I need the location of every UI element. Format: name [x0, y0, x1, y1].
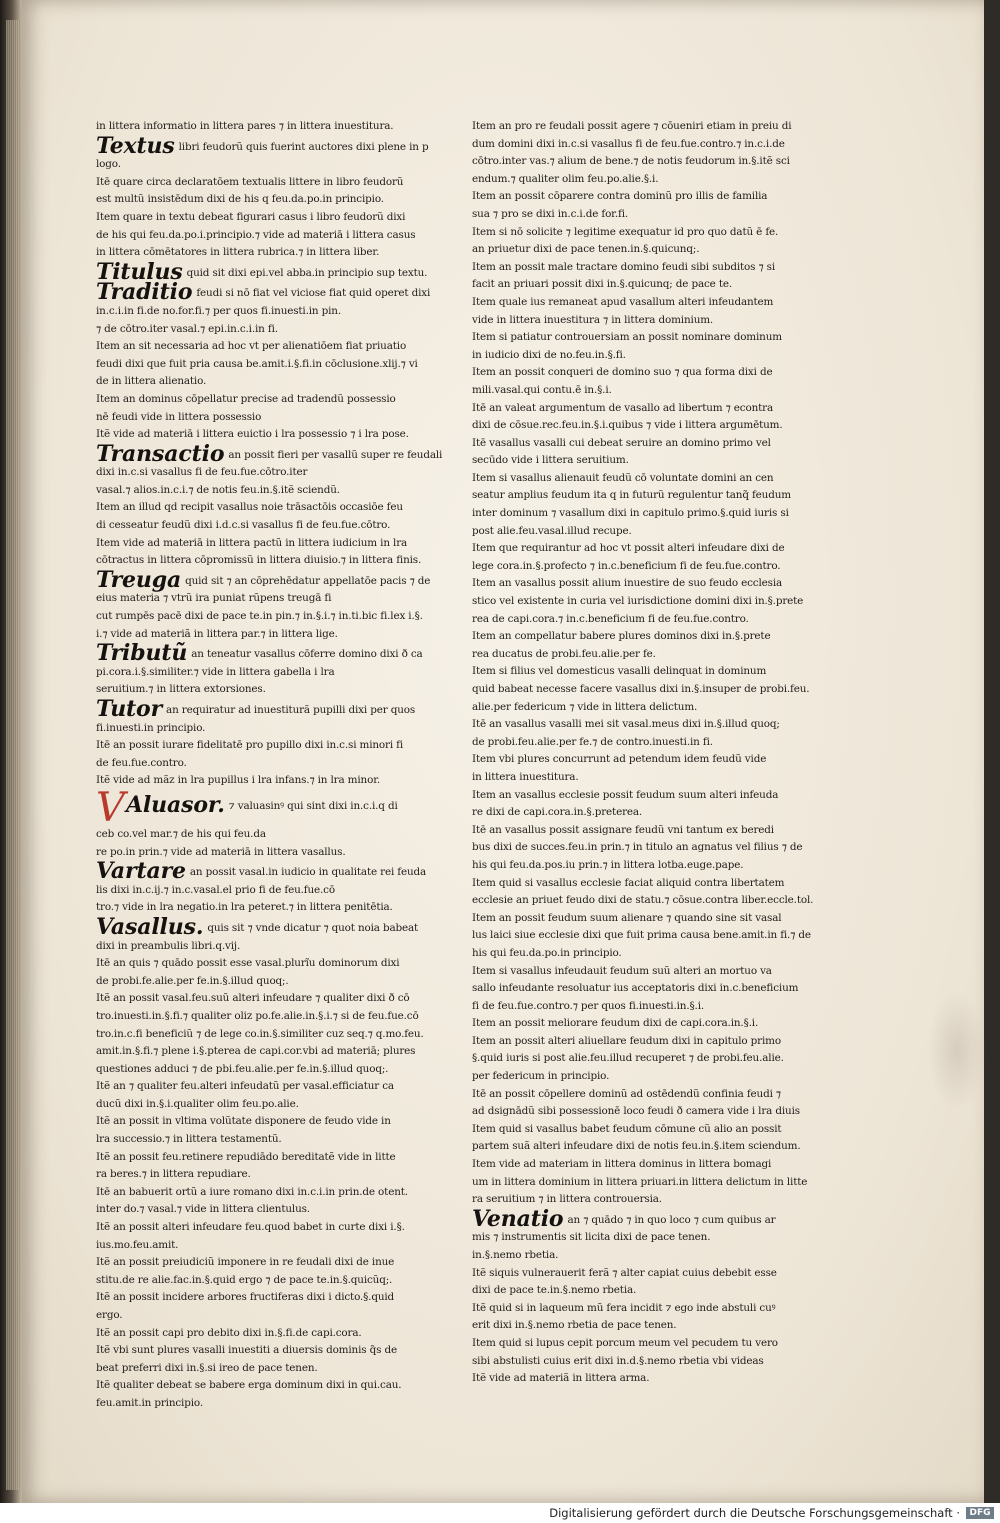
- line-text: re dixi de capi.cora.in.§.preterea.: [472, 806, 643, 819]
- line-text: in.§.nemo rbetia.: [472, 1249, 559, 1261]
- headword: Vasallus.: [96, 913, 204, 940]
- text-line: [96, 590, 406, 608]
- text-line: [96, 464, 406, 482]
- line-text: seruitium.⁊ in littera extorsiones.: [96, 683, 266, 696]
- text-line: [472, 1050, 794, 1068]
- text-line: [472, 1317, 794, 1335]
- line-text: de probi.fe.alie.per fe.in.§.illud quoq;.: [96, 974, 289, 987]
- text-line: [472, 699, 794, 717]
- text-line: [96, 1131, 406, 1149]
- text-line: [472, 716, 794, 734]
- text-line: [96, 156, 406, 174]
- line-text: ad dsignādũ sibi possessionē loco feudi ð camera vide i lra diuis: [472, 1105, 800, 1118]
- line-text: i.⁊ vide ad materiã in littera par.⁊ in littera lige.: [96, 627, 338, 640]
- text-line: [96, 535, 406, 553]
- text-line: [472, 1033, 794, 1051]
- text-line: [96, 373, 406, 391]
- text-line: [472, 1015, 794, 1033]
- headword: Tutor: [96, 696, 163, 722]
- headword: Textus: [96, 132, 175, 159]
- line-text: lus laici siue ecclesie dixi que fuit prima causa bene.amit.in fi.⁊ de: [472, 929, 811, 942]
- text-line: [472, 558, 794, 576]
- line-text: tro.inuesti.in.§.fi.⁊ qualiter oliz po.fe.alie.in.§.i.⁊ si de feu.fue.cō: [96, 1009, 419, 1022]
- line-text: Itẽ vbi sunt plures vasalli inuestiti a diuersis dominis q̃s de: [96, 1344, 397, 1357]
- text-line: [472, 1068, 794, 1086]
- text-line: [472, 1265, 794, 1283]
- text-line: [96, 882, 406, 900]
- line-text: logo.: [96, 158, 121, 171]
- line-text: mis ⁊ instrumentis sit licita dixi de pace tenen.: [472, 1231, 711, 1244]
- line-text: Itẽ vide ad materiã in littera arma.: [472, 1372, 650, 1385]
- text-line: [472, 312, 794, 330]
- line-text: secūdo vide i littera seruitium.: [472, 454, 629, 467]
- text-line: [472, 734, 794, 752]
- line-text: quid babeat necesse facere vasallus dixi in.§.insuper de probi.feu.: [472, 683, 810, 695]
- line-text: an priuetur dixi de pace tenen.in.§.quicunq;.: [472, 243, 700, 256]
- digitization-footer: [0, 1503, 1000, 1523]
- line-text: ducũ dixi in.§.i.qualiter olim feu.po.alie.: [96, 1097, 299, 1110]
- text-line: [96, 955, 406, 973]
- text-line: [472, 646, 794, 664]
- text-line: [96, 1149, 406, 1167]
- text-line: [96, 338, 406, 356]
- line-text: an ⁊ quādo ⁊ in quo loco ⁊ cum quibus ar: [567, 1213, 776, 1226]
- line-text: cōtro.inter vas.⁊ alium de bene.⁊ de notis feudorum in.§.itẽ sci: [472, 155, 790, 168]
- text-line: [472, 1353, 794, 1371]
- line-text: Itẽ vide ad mãz in lra pupillus i lra infans.⁊ in lra minor.: [96, 774, 381, 787]
- line-text: feudi dixi que fuit pria causa be.amit.i.§.fi.in cōclusione.xlij.⁊ vi: [96, 357, 418, 370]
- text-line: [472, 611, 794, 629]
- text-line: [472, 681, 810, 699]
- text-line: [472, 1247, 794, 1265]
- text-line: [472, 224, 794, 242]
- line-text: ra seruitium ⁊ in littera controuersia.: [472, 1193, 662, 1206]
- entry-heading-line: [96, 566, 431, 593]
- text-line: [96, 1325, 406, 1343]
- text-line: [96, 321, 406, 339]
- line-text: Item quid si vasallus babet feudum cōmune cũ alio an possit: [472, 1122, 782, 1135]
- line-text: stitu.de re alie.fac.in.§.quid ergo ⁊ de pace te.in.§.quicũq;.: [96, 1273, 393, 1286]
- headword: Titulus: [96, 258, 183, 285]
- headword: Aluasor.: [126, 791, 225, 818]
- line-text: Itē an possit cōpellere dominũ ad ostēdendũ confinia feudi ⁊: [472, 1087, 781, 1100]
- line-text: de feu.fue.contro.: [96, 756, 187, 769]
- line-text: cut rumpēs pacē dixi de pace te.in pin.⁊ in.§.i.⁊ in.ti.bic fi.lex i.§.: [96, 610, 423, 623]
- line-text: Item si vasallus infeudauit feudum suũ alteri an mortuo va: [472, 964, 772, 977]
- line-text: Item an illud qd recipit vasallus noie trāsactōis occasiōe feu: [96, 501, 403, 514]
- line-text: alie.per federicum ⁊ vide in littera delictum.: [472, 700, 698, 713]
- text-line: [96, 1307, 406, 1325]
- line-text: Item vbi plures concurrunt ad petendum idem feudũ vide: [472, 753, 767, 766]
- text-line: [472, 364, 794, 382]
- line-text: inter dominum ⁊ vasallum dixi in capitulo primo.§.quid iuris si: [472, 507, 789, 520]
- line-text: Itẽ an possit in vltima volũtate disponere de feudo vide in: [96, 1115, 391, 1128]
- headword: Traditio: [96, 279, 193, 306]
- line-text: lege cora.in.§.profecto ⁊ in.c.beneficium fi de feu.fue.contro.: [472, 559, 781, 572]
- text-line: [472, 663, 794, 681]
- text-line: [96, 482, 406, 500]
- text-line: [96, 174, 406, 192]
- line-text: um in littera dominium in littera priuari.in littera delictum in litte: [472, 1175, 808, 1188]
- line-text: mili.vasal.qui contu.ē in.§.i.: [472, 383, 612, 396]
- text-line: [472, 206, 794, 224]
- line-text: dum domini dixi in.c.si vasallus fi de feu.fue.contro.⁊ in.c.i.de: [472, 137, 785, 150]
- line-text: rea de capi.cora.⁊ in.c.beneficium fi de feu.fue.contro.: [472, 612, 749, 625]
- text-line: [96, 1395, 406, 1413]
- text-line: [472, 435, 794, 453]
- text-line: [96, 517, 406, 535]
- text-line: [472, 276, 794, 294]
- line-text: Item an compellatur babere plures dominos dixi in.§.prete: [472, 630, 771, 643]
- line-text: Itē an quis ⁊ quādo possit esse vasal.plurĩu dominorum dixi: [96, 957, 400, 970]
- text-line: [472, 470, 794, 488]
- text-line: [96, 191, 406, 209]
- line-text: seatur amplius feudum ita q in futurũ regulentur tanq̃ feudum: [472, 489, 791, 502]
- text-line: [472, 1229, 794, 1247]
- line-text: lis dixi in.c.ij.⁊ in.c.vasal.el prio fi de feu.fue.cō: [96, 883, 335, 896]
- line-text: nē feudi vide in littera possessio: [96, 410, 262, 423]
- line-text: Item si filius vel domesticus vasalli delinquat in dominum: [472, 665, 767, 678]
- text-line: [96, 938, 406, 956]
- text-line: [96, 1254, 406, 1272]
- text-line: [472, 188, 794, 206]
- line-text: an possit fieri per vasallũ super re feudali: [228, 448, 443, 461]
- headword: Tributũ: [96, 640, 188, 667]
- text-line: [472, 136, 794, 154]
- text-line: [96, 1061, 406, 1079]
- text-line: [472, 875, 794, 893]
- line-text: erit dixi in.§.nemo rbetia de pace tenen.: [472, 1319, 677, 1332]
- line-text: ergo.: [96, 1309, 123, 1321]
- text-line: [472, 593, 804, 611]
- text-line: [472, 1300, 794, 1318]
- line-text: Itẽ an possit preiudiciũ imponere in re feudali dixi de inue: [96, 1256, 395, 1269]
- line-text: Item an pro re feudali possit agere ⁊ cōueniri etiam in preiu di: [472, 120, 792, 132]
- text-line: [96, 1272, 406, 1290]
- text-line: [96, 209, 406, 227]
- text-line: [472, 751, 794, 769]
- text-line: [96, 1289, 406, 1307]
- line-text: Item an dominus cōpellatur precise ad tradendũ possessio: [96, 392, 396, 405]
- line-text: in littera cōmētatores in littera rubrica.⁊ in littera liber.: [96, 246, 380, 259]
- line-text: de his qui feu.da.po.i.principio.⁊ vide ad materiā i littera casus: [96, 228, 416, 241]
- line-text: Itē an vasallus possit assignare feudũ vni tantum ex beredi: [472, 823, 774, 836]
- text-line: [472, 963, 794, 981]
- text-line: [472, 910, 794, 928]
- entry-heading-line: [96, 440, 443, 467]
- line-text: Item an possit male tractare domino feudi sibi subditos ⁊ si: [472, 260, 775, 273]
- text-line: [472, 857, 794, 875]
- text-line: [472, 259, 794, 277]
- line-text: sallo infeudante resoluatur ius acceptatoris dixi in.c.beneficium: [472, 982, 799, 995]
- line-text: dixi de cōsue.rec.feu.in.§.i.quibus ⁊ vide i littera argumētum.: [472, 419, 783, 432]
- line-text: Item quid si vasallus ecclesie faciat aliquid contra libertatem: [472, 876, 785, 889]
- headword: Vartare: [96, 858, 186, 885]
- line-text: Item an possit alteri aliuellare feudum dixi in capitulo primo: [472, 1034, 781, 1047]
- line-text: feudi si nō fiat vel viciose fiat quid operet dixi: [196, 287, 431, 300]
- text-line: [96, 1026, 424, 1044]
- line-text: Item an possit meliorare feudum dixi de capi.cora.in.§.i.: [472, 1017, 759, 1030]
- entry-heading-line: [96, 913, 419, 940]
- text-line: [472, 118, 794, 136]
- line-text: dixi in preambulis libri.q.vij.: [96, 939, 241, 952]
- line-text: amit.in.§.fi.⁊ plene i.§.pterea de capi.cor.vbi ad materiā; plures: [96, 1045, 416, 1058]
- right-text-column: [472, 118, 814, 1388]
- line-text: Itẽ an possit incidere arbores fructiferas dixi i dicto.§.quid: [96, 1291, 395, 1304]
- line-text: fi.inuesti.in principio.: [96, 721, 206, 734]
- line-text: ecclesie an priuet feudo dixi de statu.⁊ cōsue.contra liber.eccle.tol.: [472, 894, 814, 907]
- headword: Treuga: [96, 566, 182, 593]
- line-text: Itẽ an possit feu.retinere repudiādo bereditatẽ vide in litte: [96, 1150, 396, 1163]
- line-text: tro.⁊ vide in lra negatio.in lra peteret.⁊ in littera penitētia.: [96, 901, 393, 914]
- text-line: [96, 1166, 406, 1184]
- line-text: Itẽ vide ad materiā i littera euictio i lra possessio ⁊ i lra pose.: [96, 428, 409, 441]
- text-line: [472, 487, 794, 505]
- entry-heading-line: [472, 1205, 794, 1232]
- line-text: an possit vasal.in iudicio in qualitate rei feuda: [189, 866, 427, 879]
- line-text: Itē an valeat argumentum de vasallo ad libertum ⁊ econtra: [472, 401, 774, 414]
- line-text: Itē an possit iurare fidelitatē pro pupillo dixi in.c.si minori fi: [96, 739, 404, 752]
- text-line: [472, 1138, 801, 1156]
- entry-heading-line: [96, 279, 431, 306]
- funding-credit: Digitalisierung gefördert durch die Deutsche Forschungsgemeinschaft ·: [549, 1506, 960, 1520]
- line-text: Itē vasallus vasalli cui debeat seruire an domino primo vel: [472, 436, 771, 449]
- text-line: [472, 171, 794, 189]
- line-text: facit an priuari possit dixi in.§.quicunq; de pace te.: [472, 278, 732, 291]
- line-text: an teneatur vasallus cōferre domino dixi ð ca: [191, 648, 423, 661]
- line-text: endum.⁊ qualiter olim feu.po.alie.§.i.: [472, 172, 659, 185]
- line-text: §.quid iuris si post alie.feu.illud recuperet ⁊ de probi.feu.alie.: [472, 1052, 784, 1065]
- text-line: [96, 356, 418, 374]
- line-text: Itẽ an possit vasal.feu.suũ alteri infeudare ⁊ qualiter dixi ð cō: [96, 992, 410, 1005]
- text-line: [472, 945, 794, 963]
- line-text: ⁊ de cōtro.iter vasal.⁊ epi.in.c.i.in fi.: [96, 322, 278, 335]
- line-text: Item si nō solicite ⁊ legitime exequatur id pro quo datũ ē fe.: [472, 225, 779, 238]
- line-text: inter do.⁊ vasal.⁊ vide in littera clientulus.: [96, 1203, 310, 1216]
- line-text: Itē an babuerit ortũ a iure romano dixi in.c.i.in prin.de otent.: [96, 1185, 408, 1198]
- line-text: Item si patiatur controuersiam an possit nominare dominum: [472, 331, 782, 344]
- text-line: [96, 1237, 406, 1255]
- entry-heading-line: [96, 784, 406, 831]
- line-text: Itẽ siquis vulnerauerit ferã ⁊ alter capiat cuius debebit esse: [472, 1266, 777, 1279]
- text-line: [96, 409, 406, 427]
- line-text: feu.amit.in principio.: [96, 1396, 203, 1409]
- text-line: [472, 1174, 808, 1192]
- line-text: de probi.feu.alie.per fe.⁊ de contro.inuesti.in fi.: [472, 735, 713, 748]
- text-line: [96, 303, 406, 321]
- text-line: [96, 1360, 406, 1378]
- text-line: [472, 769, 794, 787]
- line-text: ceb co.vel mar.⁊ de his qui feu.da: [96, 827, 266, 840]
- text-line: [472, 839, 803, 857]
- line-text: beat preferri dixi in.§.si ireo de pace tenen.: [96, 1361, 318, 1374]
- line-text: Item an possit feudum suum alienare ⁊ quando sine sit vasal: [472, 911, 782, 924]
- line-text: fi de feu.fue.contro.⁊ per quos fi.inuesti.in.§.i.: [472, 999, 705, 1012]
- line-text: Item quare in textu debeat figurari casus i libro feudorũ dixi: [96, 210, 406, 223]
- line-text: Item an sit necessaria ad hoc vt per alienatiōem fiat priuatio: [96, 340, 407, 353]
- line-text: bus dixi de succes.feu.in prin.⁊ in titulo an agnatus vel filius ⁊ de: [472, 841, 803, 854]
- line-text: in littera inuestitura.: [472, 770, 579, 783]
- line-text: lra successio.⁊ in littera testamentũ.: [96, 1133, 282, 1146]
- text-line: [472, 329, 794, 347]
- text-line: [472, 628, 794, 646]
- text-line: [472, 980, 799, 998]
- line-text: rea ducatus de probi.feu.alie.per fe.: [472, 647, 656, 660]
- line-text: quis sit ⁊ vnde dicatur ⁊ quot noia babeat: [207, 921, 419, 934]
- text-line: [472, 1335, 794, 1353]
- text-line: [472, 523, 794, 541]
- text-line: [96, 1043, 416, 1061]
- line-text: an requiratur ad inuestiturã pupilli dixi per quos: [166, 704, 416, 716]
- line-text: questiones adduci ⁊ de pbi.feu.alie.per fe.in.§.illud quoq;.: [96, 1062, 389, 1075]
- text-line: [96, 227, 416, 245]
- line-text: cōtractus in littera cōpromissũ in littera diuisio.⁊ in littera finis.: [96, 554, 422, 567]
- text-line: [472, 1282, 794, 1300]
- line-text: sibi abstulisti cuius erit dixi in.d.§.nemo rbetia vbi videas: [472, 1354, 764, 1367]
- headword: Venatio: [472, 1205, 564, 1232]
- text-line: [472, 1086, 794, 1104]
- text-line: [472, 1370, 794, 1388]
- line-text: Item an vasallus ecclesie possit feudum suum alteri infeuda: [472, 788, 779, 801]
- line-text: dixi in.c.si vasallus fi de feu.fue.cōtro.iter: [96, 466, 308, 479]
- line-text: vasal.⁊ alios.in.c.i.⁊ de notis feu.in.§.itẽ sciendũ.: [96, 483, 340, 496]
- rubricated-initial: V: [96, 784, 125, 831]
- text-line: [472, 153, 794, 171]
- headword: Transactio: [96, 440, 225, 467]
- text-line: [472, 347, 794, 365]
- entry-heading-line: [96, 696, 416, 722]
- line-text: Item vide ad materiā in littera pactũ in littera iudicium in lra: [96, 536, 408, 549]
- line-text: ra beres.⁊ in littera repudiare.: [96, 1168, 251, 1181]
- line-text: Itẽ qualiter debeat se babere erga dominum dixi in qui.cau.: [96, 1379, 402, 1392]
- line-text: partem suã alteri infeudare dixi de notis feu.in.§.item sciendum.: [472, 1140, 801, 1153]
- line-text: Item vide ad materiam in littera dominus in littera bomagi: [472, 1158, 772, 1171]
- line-text: est multũ insistēdum dixi de his q feu.da.po.in principio.: [96, 193, 384, 206]
- line-text: sua ⁊ pro se dixi in.c.i.de for.fi.: [472, 207, 629, 220]
- line-text: his qui feu.da.po.in principio.: [472, 946, 622, 959]
- line-text: quid sit ⁊ an cōprehēdatur appellatōe pacis ⁊ de: [185, 574, 431, 587]
- text-line: [472, 822, 794, 840]
- entry-heading-line: [96, 858, 427, 885]
- line-text: tro.in.c.fi beneficiũ ⁊ de lege co.in.§.similiter cuz seq.⁊ q.mo.feu.: [96, 1027, 424, 1040]
- line-text: his qui feu.da.pos.iu prin.⁊ in littera lotba.euge.pape.: [472, 858, 744, 871]
- dfg-logo-icon: DFG: [966, 1507, 994, 1519]
- text-line: [96, 608, 423, 626]
- text-line: [96, 1201, 406, 1219]
- line-text: de in littera alienatio.: [96, 375, 207, 388]
- line-text: Itẽ quid si in laqueum mũ fera incidit ⁊ ego inde abstuli cuꝰ: [472, 1301, 776, 1314]
- line-text: di cesseatur feudũ dixi i.d.c.si vasallus fi de feu.fue.cōtro.: [96, 519, 391, 532]
- line-text: Itẽ an possit alteri infeudare feu.quod babet in curte dixi i.§.: [96, 1221, 405, 1234]
- line-text: Item si vasallus alienauit feudũ cō voluntate domini an cen: [472, 471, 774, 484]
- line-text: ius.mo.feu.amit.: [96, 1238, 179, 1251]
- line-text: ⁊ valuasinꝰ qui sint dixi in.c.i.q di: [228, 799, 398, 812]
- text-line: [472, 241, 794, 259]
- line-text: Item que requirantur ad hoc vt possit alteri infeudare dixi de: [472, 542, 785, 555]
- text-line: [96, 1096, 406, 1114]
- text-line: [472, 382, 794, 400]
- entry-heading-line: [96, 132, 429, 159]
- line-text: Itẽ an ⁊ qualiter feu.alteri infeudatũ per vasal.efficiatur ca: [96, 1080, 394, 1093]
- text-line: [96, 1008, 419, 1026]
- text-line: [96, 720, 406, 738]
- line-text: Item an possit conqueri de domino suo ⁊ qua forma dixi de: [472, 366, 773, 379]
- text-line: [472, 804, 794, 822]
- line-text: vide in littera inuestitura ⁊ in littera dominium.: [472, 313, 714, 326]
- text-line: [472, 294, 794, 312]
- text-line: [472, 575, 794, 593]
- line-text: in.c.i.in fi.de no.for.fi.⁊ per quos fi.inuesti.in pin.: [96, 304, 342, 317]
- text-line: [96, 499, 406, 517]
- line-text: eius materia ⁊ vtrũ ira puniat rũpens treugā fi: [96, 592, 332, 605]
- text-line: [472, 927, 811, 945]
- text-line: [472, 787, 794, 805]
- line-text: libri feudorũ quis fuerint auctores dixi plene in p: [178, 140, 429, 153]
- text-line: [472, 452, 794, 470]
- text-line: [472, 1156, 794, 1174]
- line-text: Item quale ius remaneat apud vasallum alteri infeudantem: [472, 295, 774, 308]
- text-line: [96, 990, 410, 1008]
- text-line: [96, 772, 406, 790]
- text-line: [472, 892, 814, 910]
- line-text: per federicum in principio.: [472, 1070, 610, 1083]
- line-text: Itẽ an possit capi pro debito dixi in.§.fi.de capi.cora.: [96, 1326, 362, 1339]
- page-stack-edge: [6, 20, 20, 1490]
- text-line: [96, 1078, 406, 1096]
- line-text: Itē quare circa declaratōem textualis littere in libro feudorũ: [96, 175, 404, 188]
- text-line: [96, 664, 406, 682]
- line-text: Itē an vasallus vasalli mei sit vasal.meus dixi in.§.illud quoq;: [472, 718, 780, 731]
- entry-heading-line: [96, 640, 423, 667]
- text-line: [472, 1103, 800, 1121]
- text-line: [96, 1113, 406, 1131]
- text-line: [96, 1219, 406, 1237]
- text-line: [96, 1377, 406, 1395]
- line-text: in iudicio dixi de no.feu.in.§.fi.: [472, 348, 626, 361]
- line-text: stico vel existente in curia vel iurisdictione domini dixi in.§.prete: [472, 595, 804, 608]
- line-text: in littera informatio in littera pares ⁊ in littera inuestitura.: [96, 120, 394, 132]
- text-line: [96, 1184, 406, 1202]
- line-text: Item quid si lupus cepit porcum meum vel pecudem tu vero: [472, 1336, 778, 1349]
- text-line: [96, 826, 406, 844]
- text-line: [472, 417, 794, 435]
- line-text: pi.cora.i.§.similiter.⁊ vide in littera gabella i lra: [96, 665, 335, 678]
- text-line: [96, 737, 406, 755]
- line-text: Item an vasallus possit alium inuestire de suo feudo ecclesia: [472, 577, 783, 590]
- line-text: quid sit dixi epi.vel abba.in principio sup textu.: [186, 266, 428, 279]
- paper-stain: [927, 990, 987, 1110]
- text-line: [96, 973, 406, 991]
- text-line: [96, 755, 406, 773]
- line-text: re po.in prin.⁊ vide ad materiā in littera vasallus.: [96, 845, 346, 858]
- left-text-column: [96, 118, 443, 1413]
- text-line: [472, 400, 794, 418]
- text-line: [96, 391, 406, 409]
- line-text: dixi de pace te.in.§.nemo rbetia.: [472, 1284, 637, 1297]
- text-line: [472, 505, 794, 523]
- text-line: [472, 1121, 794, 1139]
- line-text: post alie.feu.vasal.illud recupe.: [472, 524, 632, 537]
- text-line: [96, 1342, 406, 1360]
- text-line: [472, 540, 794, 558]
- text-line: [472, 998, 794, 1016]
- line-text: Item an possit cōparere contra dominũ pro illis de familia: [472, 190, 768, 203]
